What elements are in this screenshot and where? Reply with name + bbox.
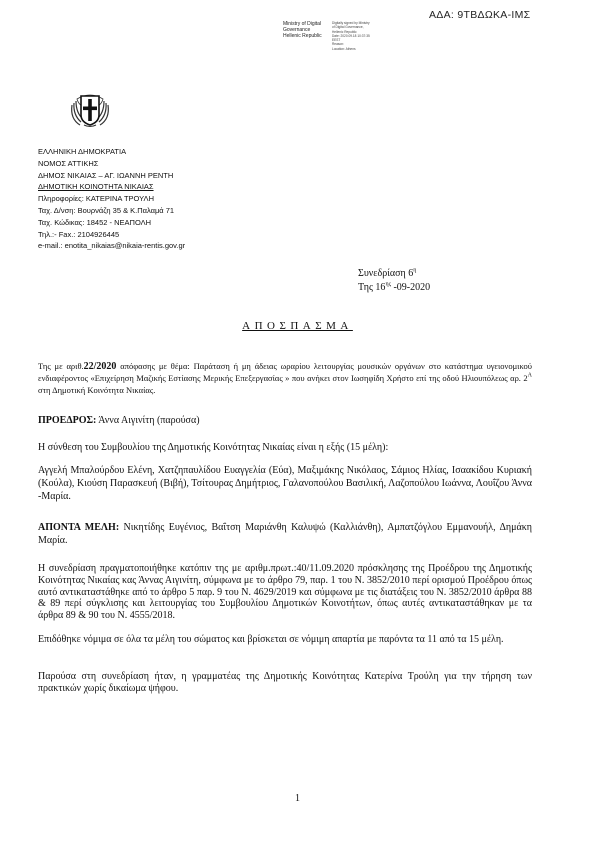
header-email: e-mail.: enotita_nikaias@nikaia-rentis.gov.gr <box>38 241 186 251</box>
absent-label: ΑΠΟΝΤΑ ΜΕΛΗ: <box>38 522 120 533</box>
session-date-prefix: Της 16 <box>358 282 386 293</box>
header-country: ΕΛΛΗΝΙΚΗ ΔΗΜΟΚΡΑΤΙΑ <box>38 147 127 156</box>
session-date-suffix: -09-2020 <box>390 282 431 293</box>
stamp-issuer-line: Hellenic Republic <box>283 33 322 39</box>
decision-text-end: στη Δημοτική Κοινότητα Νικαίας. <box>38 384 156 395</box>
decision-number: 22/2020 <box>83 361 117 372</box>
absent-members <box>38 522 532 548</box>
absent-names: Νικητίδης Ευγένιος, Βαΐτση Μαριάνθη Καλυψώ (Καλλιάνθη), Αμπατζόγλου Εμμανουήλ, Δημάκη Μαρία. <box>38 522 532 546</box>
stamp-detail-line: Location: Athens <box>332 46 356 51</box>
stamp-detail-line: Date: 2020.09.18 10:37:35 <box>332 33 370 38</box>
header-address: Ταχ. Δ/νση: Βουρνάζη 35 & Κ.Παλαμά 71 <box>38 205 175 215</box>
composition-line: Η σύνθεση του Συμβουλίου της Δημοτικής Κοινότητας Νικαίας είναι η εξής (15 μέλη): <box>38 442 389 453</box>
members-list: Αγγελή Μπαλούρδου Ελένη, Χατζηπαυλίδου Ευαγγελία (Εύα), Μαξιμάκης Νικόλαος, Σάμιος Ηλίας, Ισαακίδου Κυριακή (Κούλα), Κιούση Παρασκευή (Βιβή), Τσίτουρας Δημήτριος, Γαλανοπούλου Βασιλική, Λαζοπούλου Ιωάννα, Λουΐζου Άννα -Μαρία. <box>38 465 532 502</box>
decision-text: απόφασης με θέμα: Παράταση ή μη άδειας ωραρίου λειτουργίας μουσικών οργάνων στο κατάστημα υγειονομικού ενδιαφέροντος «Επιχείρηση Μαζικής Εστίασης Μερικής Επεξεργασίας » που ανήκει στον Ιωσηφίδη Χρήστο επί της οδού Ηλιουπόλεως αρ. 2 <box>38 361 532 383</box>
secretary-paragraph: Παρούσα στη συνεδρίαση ήταν, η γραμματέας της Δημοτικής Κοινότητας Κατερίνα Τρούλη για την τήρηση των πρακτικών χωρίς δικαίωμα ψήφου. <box>38 671 532 694</box>
page-number: 1 <box>295 793 300 804</box>
header-municipality: ΔΗΜΟΣ ΝΙΚΑΙΑΣ – ΑΓ. ΙΩΑΝΝΗ ΡΕΝΤΗ <box>38 170 174 180</box>
stamp-issuer-line: Ministry of Digital <box>283 21 322 27</box>
header-postal-code: Ταχ. Κώδικας: 18452 - ΝΕΑΠΟΛΗ <box>38 217 152 227</box>
header-info-contact: Πληροφορίες: ΚΑΤΕΡΙΝΑ ΤΡΟΥΛΗ <box>38 194 154 204</box>
header-phone-fax: Τηλ.:- Fax.: 2104926445 <box>38 229 120 239</box>
header-prefecture: ΝΟΜΟΣ ΑΤΤΙΚΗΣ <box>38 158 99 168</box>
issuer-header <box>38 146 185 252</box>
stamp-detail-line: Hellenic Republic <box>332 29 357 34</box>
president-label: ΠΡΟΕΔΡΟΣ: <box>38 415 97 426</box>
procedure-paragraph: Η συνεδρίαση πραγματοποιήθηκε κατόπιν της με αριθμ.πρωτ.:40/11.09.2020 πρόσκλησης της Προέδρου της Δημοτικής Κοινότητας Νικαίας κας Άννας Αιγινίτη, σύμφωνα με το άρθρο 79, παρ. 1 του Ν. 3852/2010 περί ορισμού Προέδρου όπως αυτό αντικαταστάθηκε από το άρθρο 5 παρ. 9 του Ν. 4629/2019 και σύμφωνα με τις διατάξεις του Ν. 3852/2010 άρθρα 88 & 89 περί σύγκλισης και λειτουργίας του Συμβουλίου Δημοτικών Κοινοτήτων, όπως αυτές αντικαταστάθηκαν με τα άρθρα 89 & 90 του Ν. 4555/2018. <box>38 563 532 622</box>
decision-sup: Α <box>527 372 532 379</box>
decision-paragraph <box>38 361 532 396</box>
stamp-detail-line: Digitally signed by Ministry <box>332 21 370 25</box>
president-name: Άννα Αιγινίτη (παρούσα) <box>96 415 200 426</box>
ada-code: ΑΔΑ: 9ΤΒΔΩΚΑ-ΙΜΣ <box>429 9 531 21</box>
session-number-sup: η <box>413 267 417 274</box>
quorum-paragraph: Επιδόθηκε νόμιμα σε όλα τα μέλη του σώματος και βρίσκεται σε νόμιμη απαρτία με παρόντα τα 11 από τα 15 μέλη. <box>38 634 504 645</box>
stamp-issuer <box>283 21 322 39</box>
session-date-sup: ης <box>385 281 391 288</box>
stamp-issuer-line: Governance <box>283 27 311 33</box>
session-info <box>358 267 430 295</box>
stamp-details <box>332 21 412 51</box>
header-community: ΔΗΜΟΤΙΚΗ ΚΟΙΝΟΤΗΤΑ ΝΙΚΑΙΑΣ <box>38 182 154 192</box>
stamp-detail-line: of Digital Governance, <box>332 25 364 30</box>
hellenic-republic-emblem-icon <box>68 85 112 129</box>
session-number: Συνεδρίαση 6 <box>358 268 414 279</box>
decision-prefix: Της με αριθ. <box>38 361 84 371</box>
stamp-detail-line: Reason: <box>332 42 344 47</box>
stamp-detail-line: EEST <box>332 38 341 43</box>
president-line <box>38 415 532 428</box>
document-title: ΑΠΟΣΠΑΣΜΑ <box>242 320 353 332</box>
